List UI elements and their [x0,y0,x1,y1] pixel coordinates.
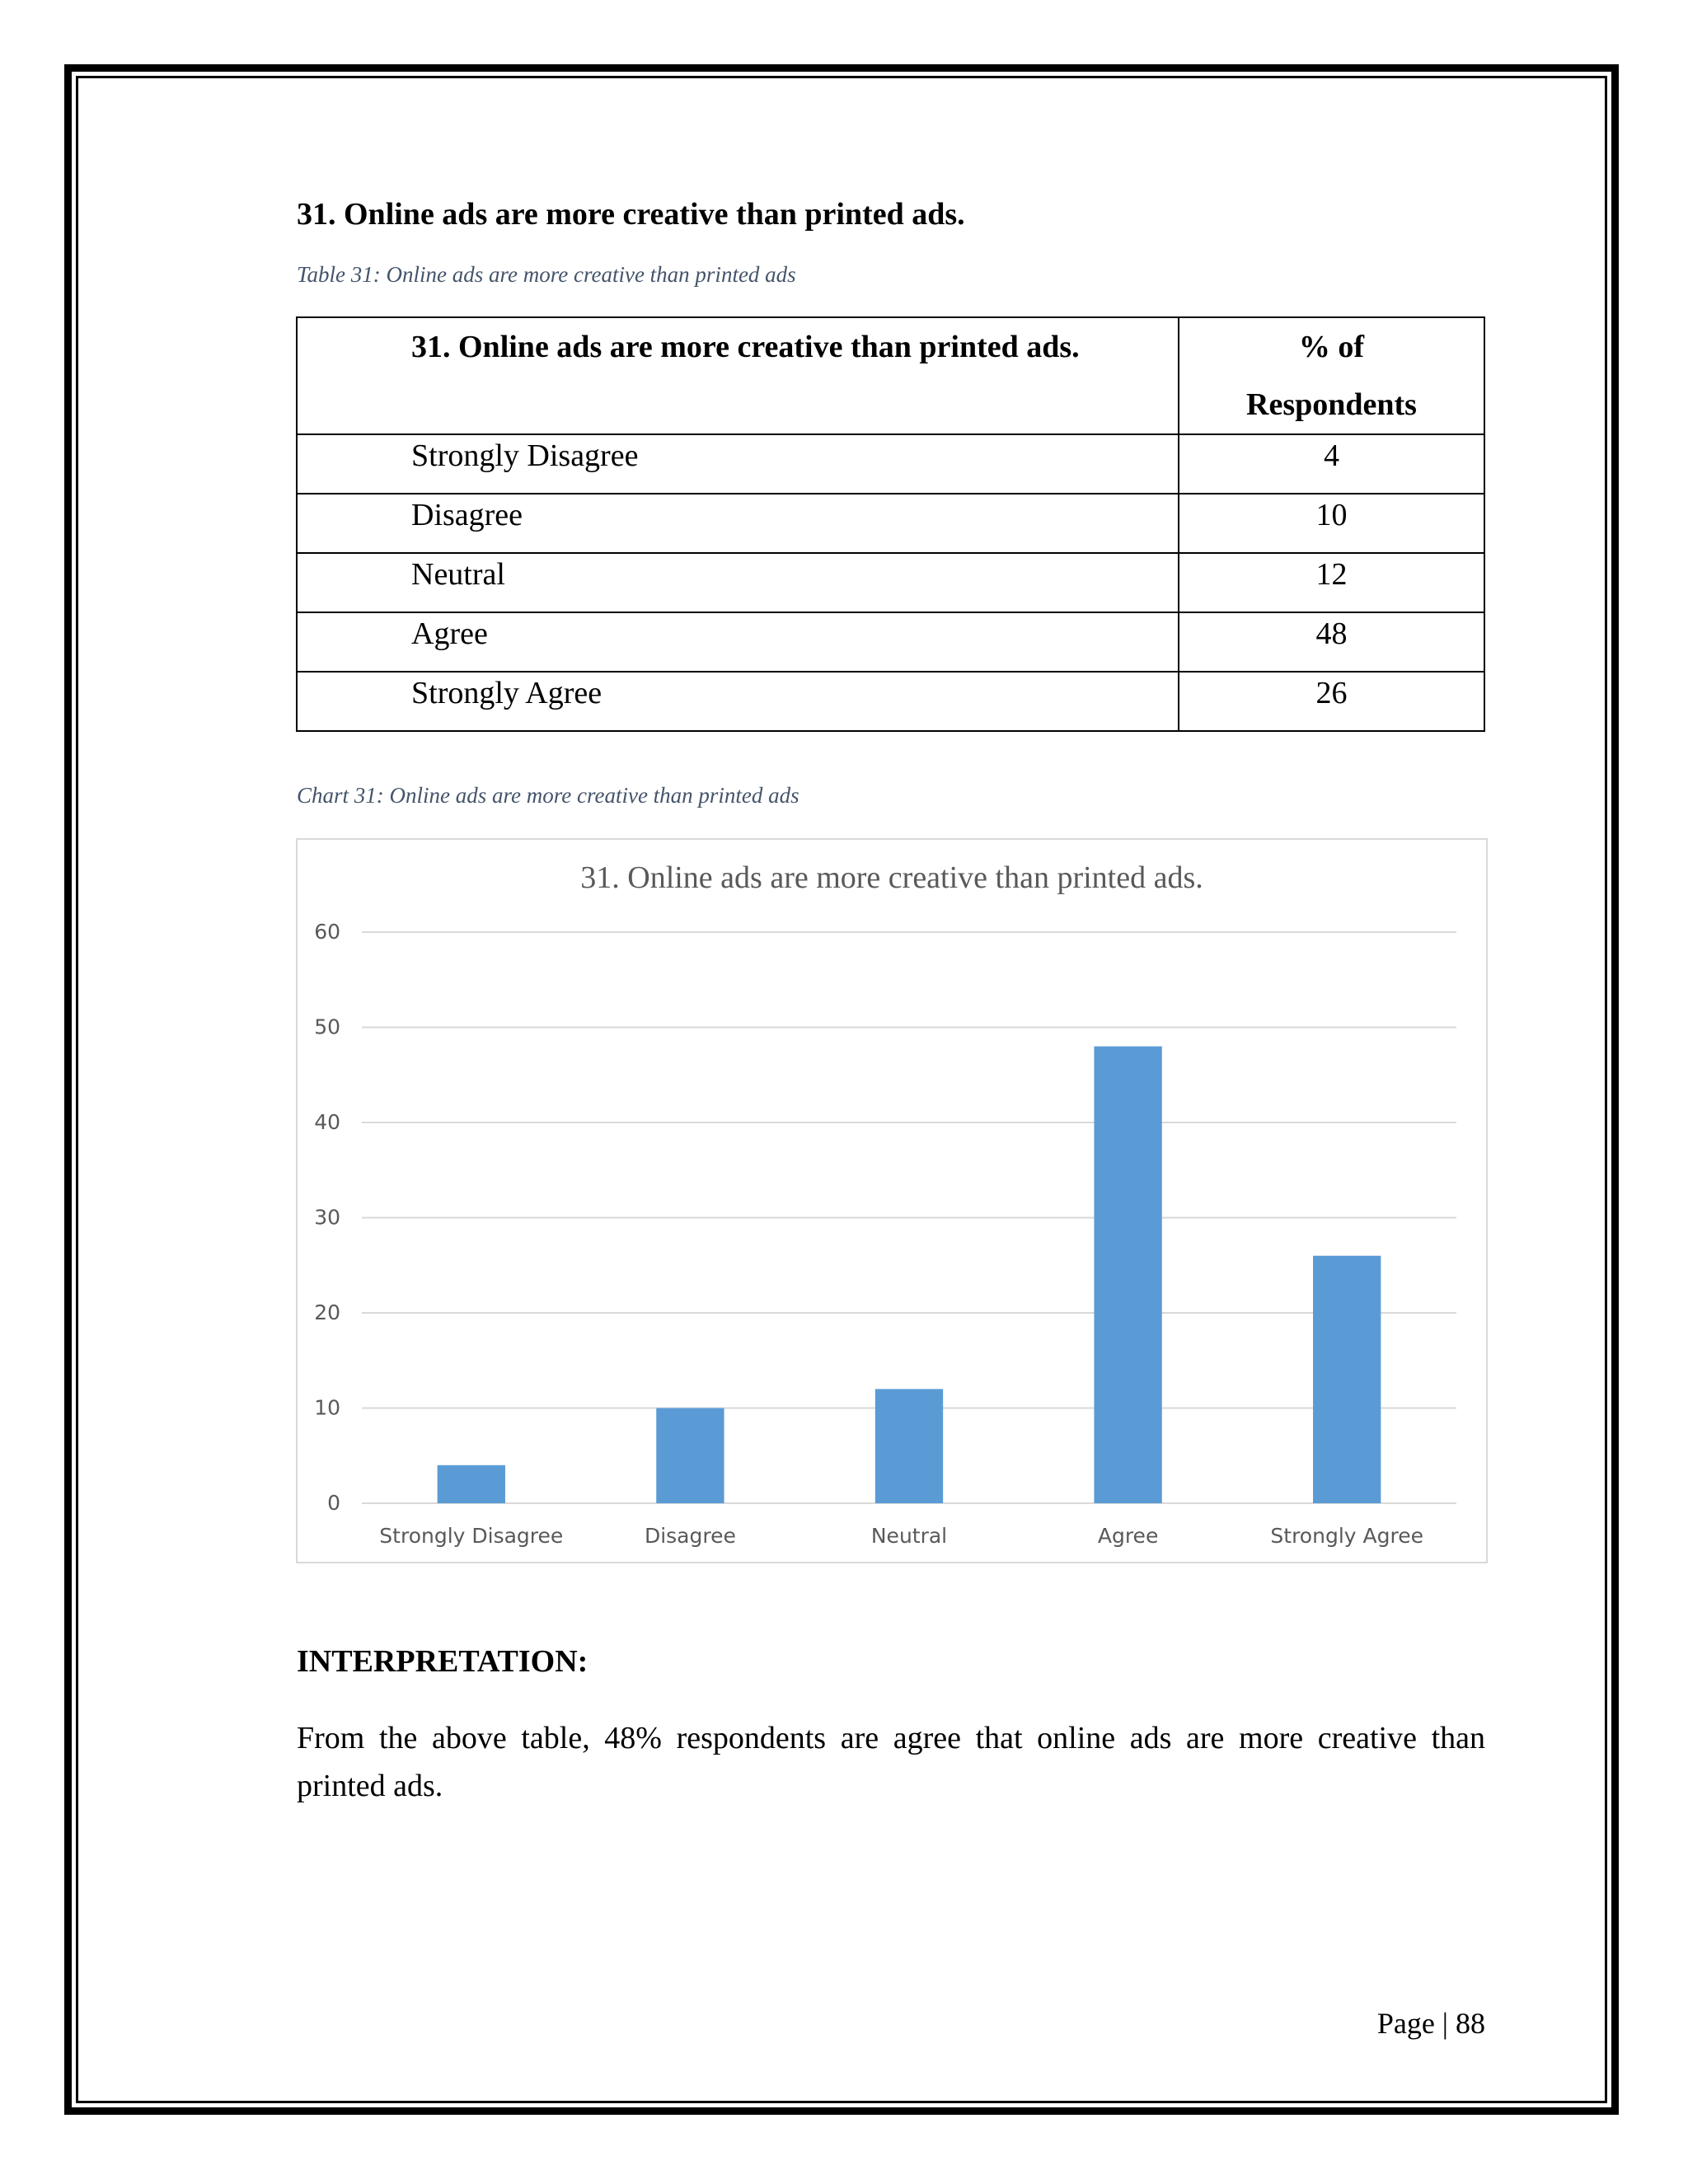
y-tick-label: 0 [327,1491,340,1515]
table-row [297,553,1484,612]
table-cell-label: Disagree [297,494,1179,553]
table-caption: Table 31: Online ads are more creative than printed ads [297,262,796,287]
y-tick-label: 50 [314,1015,340,1039]
table-row [297,434,1484,494]
table-cell-value: 48 [1179,612,1484,672]
chart-caption: Chart 31: Online ads are more creative than printed ads [297,783,799,808]
chart-plot [298,840,1486,1562]
bar-chart [296,838,1488,1563]
x-tick-label: Strongly Disagree [379,1524,564,1548]
table-cell-label: Strongly Disagree [297,434,1179,494]
section-heading: 31. Online ads are more creative than printed ads. [297,197,965,232]
bar [1094,1047,1161,1503]
chart-title: 31. Online ads are more creative than printed ads. [580,860,1203,895]
table-header-row [297,317,1484,434]
table-row [297,672,1484,731]
table-row [297,612,1484,672]
y-tick-label: 10 [314,1395,340,1420]
bar [656,1408,724,1504]
table-cell-label: Agree [297,612,1179,672]
bar [438,1465,505,1503]
x-tick-label: Disagree [644,1524,736,1548]
interpretation-text: From the above table, 48% respondents are agree that online ads are more creative than printed ads. [297,1721,1485,1803]
table-header-percent [1179,317,1484,434]
y-tick-label: 30 [314,1205,340,1230]
interpretation-heading: INTERPRETATION: [297,1644,588,1679]
x-tick-label: Neutral [870,1524,948,1548]
table-header-percent-line2: Respondents [1246,387,1417,422]
table-row [297,494,1484,553]
table-cell-value: 12 [1179,553,1484,612]
table-header-question: 31. Online ads are more creative than printed ads. [297,317,1179,434]
table-cell-value: 4 [1179,434,1484,494]
table-header-percent-line1: % of [1298,330,1365,364]
bar [1313,1256,1381,1503]
y-tick-label: 60 [314,920,340,944]
page-number: Page | 88 [1376,2007,1485,2040]
x-tick-label: Strongly Agree [1270,1524,1423,1548]
y-tick-label: 40 [314,1110,340,1134]
x-tick-label: Agree [1097,1524,1159,1548]
table-cell-label: Strongly Agree [297,672,1179,731]
y-tick-label: 20 [314,1301,340,1324]
table-cell-value: 10 [1179,494,1484,553]
table-cell-label: Neutral [297,553,1179,612]
responses-table [296,316,1485,732]
bar [875,1389,943,1503]
table-cell-value: 26 [1179,672,1484,731]
